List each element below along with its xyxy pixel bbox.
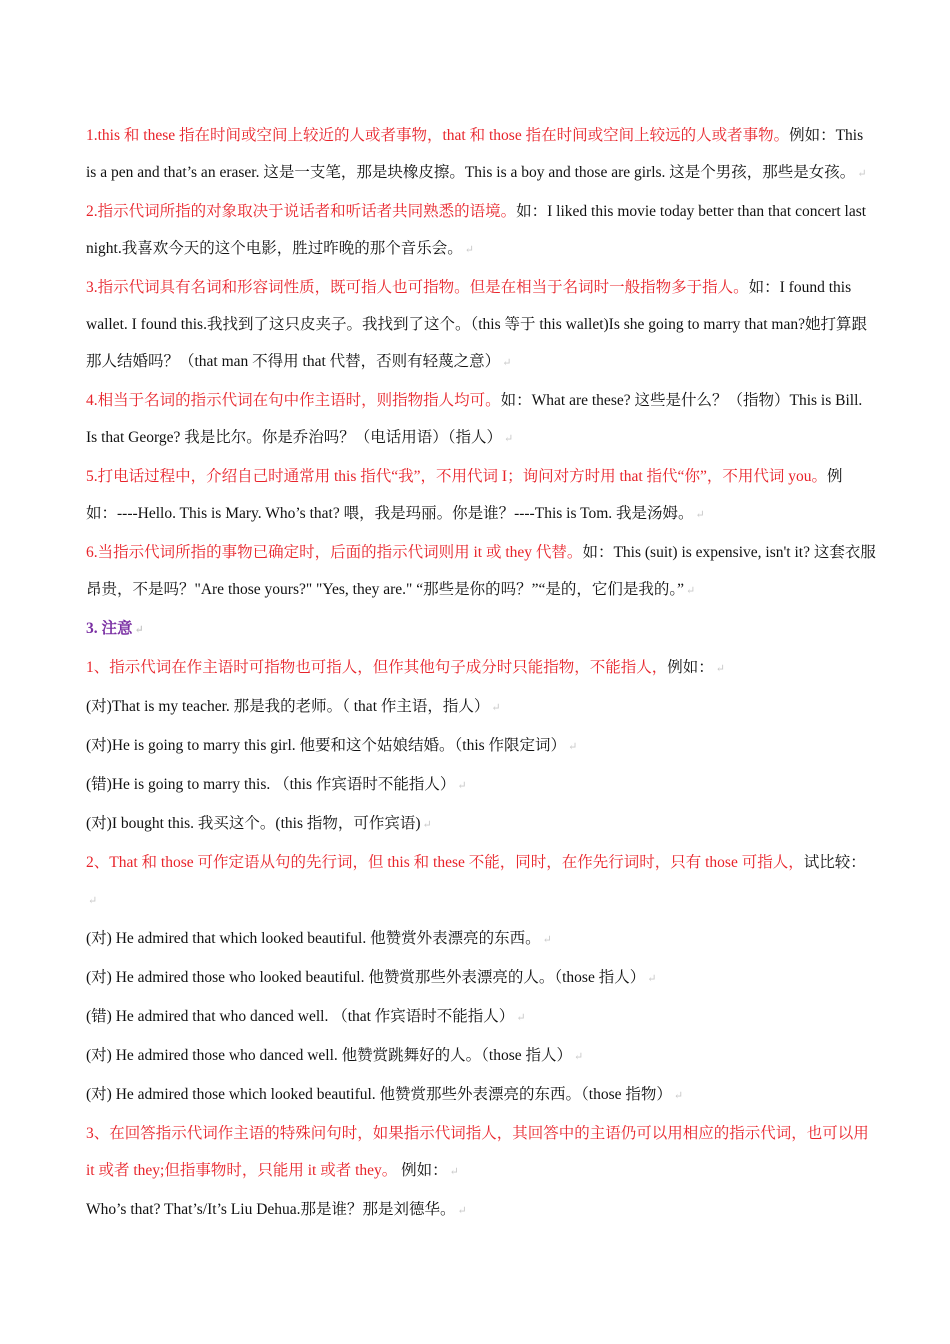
note-2-example: (对) He admired those which looked beautiful. 他赞赏那些外表漂亮的东西。（those 指物） ↵ xyxy=(86,1086,684,1103)
note-2-example: (对) He admired that which looked beautiful. 他赞赏外表漂亮的东西。 ↵ xyxy=(86,930,552,947)
paragraph-mark: ↵ xyxy=(502,357,512,369)
document-body xyxy=(86,117,876,1230)
note-2-example: (对) He admired those who looked beautiful. 他赞赏那些外表漂亮的人。（those 指人） ↵ xyxy=(86,969,657,986)
paragraph-mark: ↵ xyxy=(857,168,867,180)
note-2-example: (对) He admired those who danced well. 他赞赏跳舞好的人。（those 指人） ↵ xyxy=(86,1047,584,1064)
paragraph-mark: ↵ xyxy=(491,702,501,714)
rule-6: 6.当指示代词所指的事物已确定时，后面的指示代词则用 it 或 they 代替。如：This (suit) is expensive, isn't it? 这套衣服昂贵，不是吗？"Are those yours?" "Yes, they are." “那些是你的吗？”“是的，它们是我的。” ↵ xyxy=(86,544,876,598)
note-1-example: (错)He is going to marry this. （this 作宾语时不能指人） ↵ xyxy=(86,776,467,793)
rule-5: 5.打电话过程中，介绍自己时通常用 this 指代“我”，不用代词 I；询问对方时用 that 指代“你”，不用代词 you。例如：----Hello. This is Mary. Who’s that? 喂，我是玛丽。你是谁？----This is Tom. 我是汤姆。 ↵ xyxy=(86,468,843,522)
section-heading-notes: 3. 注意 ↵ xyxy=(86,620,144,637)
note-2-title: 2、That 和 those 可作定语从句的先行词，但 this 和 these 不能，同时，在作先行词时，只有 those 可指人，试比较：↵ xyxy=(86,854,866,907)
note-1-example: (对)He is going to marry this girl. 他要和这个姑娘结婚。（this 作限定词） ↵ xyxy=(86,737,578,754)
paragraph-mark: ↵ xyxy=(715,663,725,675)
paragraph-mark: ↵ xyxy=(516,1012,526,1024)
note-3-title: 3、在回答指示代词作主语的特殊问句时，如果指示代词指人，其回答中的主语仍可以用相应的指示代词，也可以用 it 或者 they;但指事物时，只能用 it 或者 they。 例如： ↵ xyxy=(86,1125,869,1179)
note-2-example: (错) He admired that who danced well. （that 作宾语时不能指人） ↵ xyxy=(86,1008,526,1025)
rule-3: 3.指示代词具有名词和形容词性质，既可指人也可指物。但是在相当于名词时一般指物多于指人。如：I found this wallet. I found this.我找到了这只皮夹子。我找到了这个。（this 等于 this wallet)Is she going to marry that man?她打算跟那人结婚吗？（that man 不得用 that 代替，否则有轻蔑之意） ↵ xyxy=(86,279,867,370)
paragraph-mark: ↵ xyxy=(457,780,467,792)
paragraph-mark: ↵ xyxy=(134,624,144,636)
paragraph-mark: ↵ xyxy=(686,585,696,597)
note-1-title: 1、指示代词在作主语时可指物也可指人，但作其他句子成分时只能指物，不能指人，例如： ↵ xyxy=(86,659,725,676)
paragraph-mark: ↵ xyxy=(449,1166,459,1178)
note-1-example: (对)I bought this. 我买这个。(this 指物，可作宾语) ↵ xyxy=(86,815,432,832)
paragraph-mark: ↵ xyxy=(695,509,705,521)
paragraph-mark: ↵ xyxy=(673,1090,684,1102)
paragraph-mark: ↵ xyxy=(422,819,432,831)
rule-4: 4.相当于名词的指示代词在句中作主语时，则指物指人均可。如：What are these? 这些是什么？（指物）This is Bill. Is that George? 我是比尔。你是乔治吗？（电话用语）（指人） ↵ xyxy=(86,392,863,446)
paragraph-mark: ↵ xyxy=(647,973,657,985)
paragraph-mark: ↵ xyxy=(464,244,474,256)
paragraph-mark: ↵ xyxy=(457,1205,467,1217)
paragraph-mark: ↵ xyxy=(504,433,514,445)
note-3-example: Who’s that? That’s/It’s Liu Dehua.那是谁？那是刘德华。 ↵ xyxy=(86,1201,467,1218)
rule-1: 1.this 和 these 指在时间或空间上较近的人或者事物，that 和 those 指在时间或空间上较远的人或者事物。例如：This is a pen and that’s an eraser. 这是一支笔，那是块橡皮擦。This is a boy and those are girls. 这是个男孩，那些是女孩。 ↵ xyxy=(86,127,867,181)
paragraph-mark: ↵ xyxy=(568,741,578,753)
rule-2: 2.指示代词所指的对象取决于说话者和听话者共同熟悉的语境。如：I liked this movie today better than that concert last night.我喜欢今天的这个电影，胜过昨晚的那个音乐会。 ↵ xyxy=(86,203,867,257)
paragraph-mark: ↵ xyxy=(88,895,98,907)
paragraph-mark: ↵ xyxy=(542,934,552,946)
note-1-example: (对)That is my teacher. 那是我的老师。（ that 作主语，指人） ↵ xyxy=(86,698,501,715)
paragraph-mark: ↵ xyxy=(574,1051,584,1063)
